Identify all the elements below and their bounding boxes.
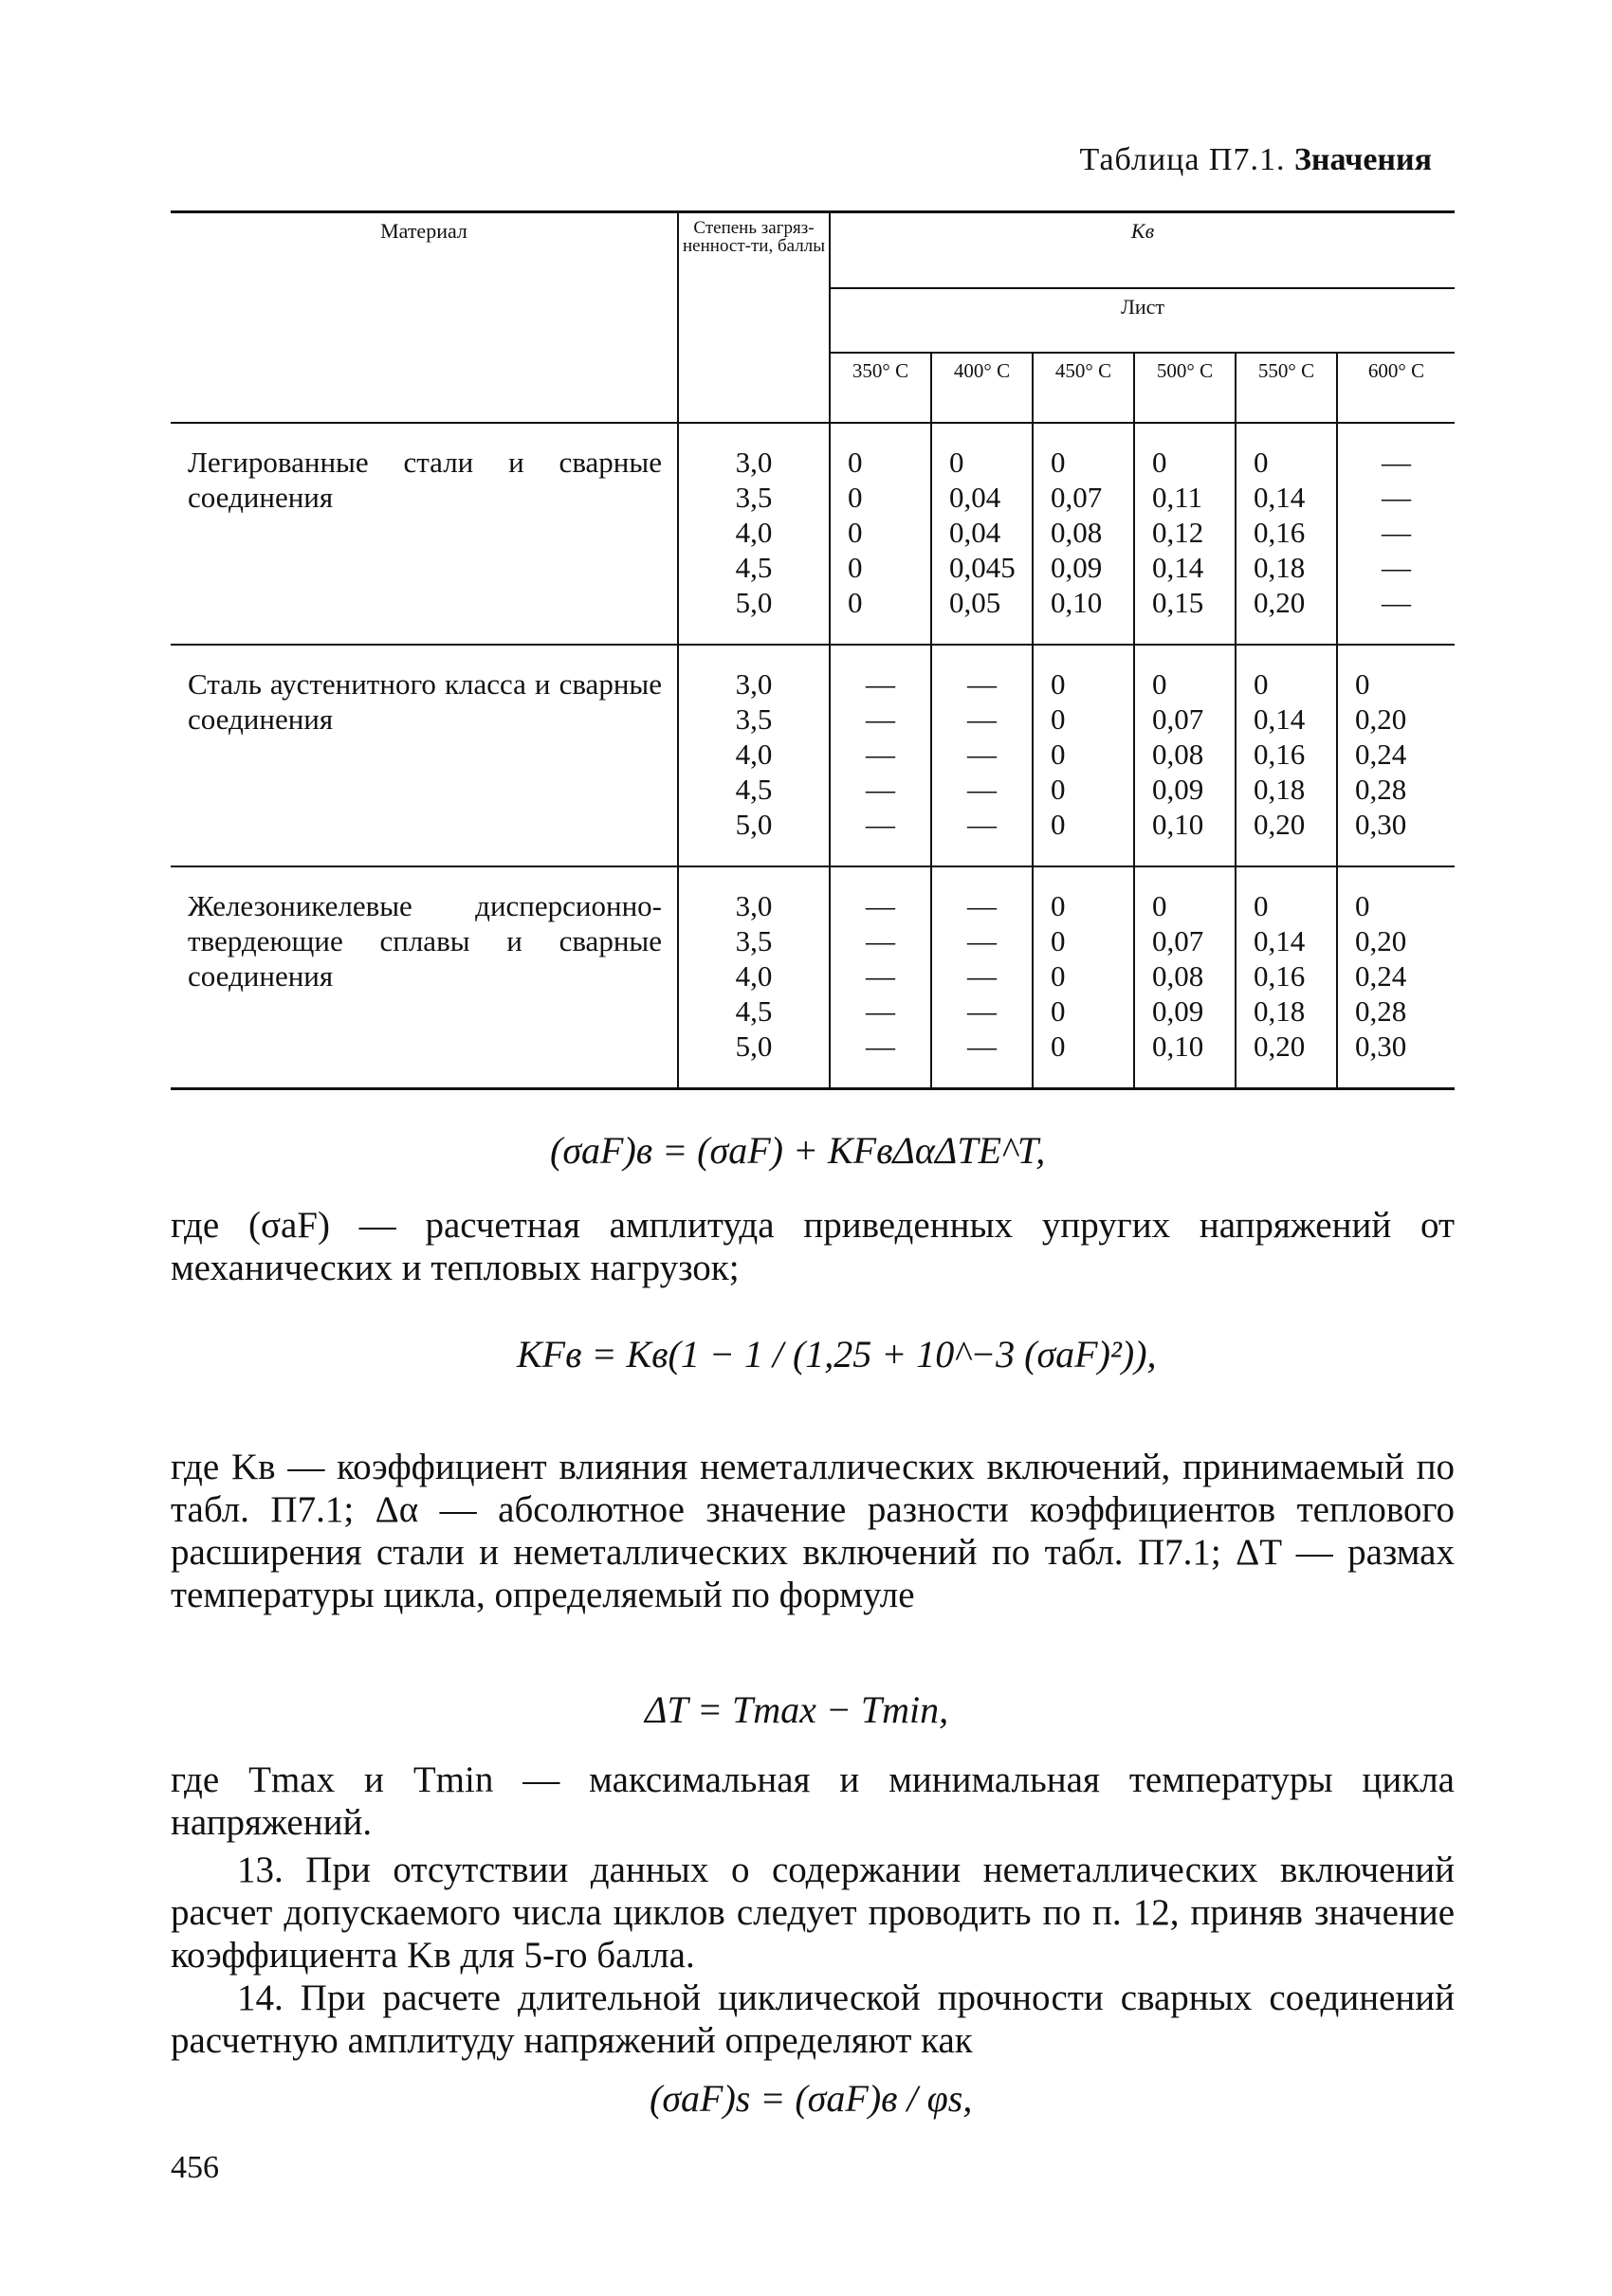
kv-value: 0,09 [1051,551,1103,584]
degree-value: 4,0 [735,738,773,771]
kv-value: 0,14 [1152,551,1204,584]
formula-kfv: KFв = Kв(1 − 1 / (1,25 + 10^−3 (σaF)²)), [517,1333,1157,1376]
table-caption [977,142,1432,178]
kv-value: 0,18 [1254,773,1306,806]
degree-cell [678,645,830,866]
kv-cell-500 [1134,423,1236,645]
kv-value: 0,18 [1254,551,1306,584]
kv-cell-350 [830,423,931,645]
kv-cell-500 [1134,866,1236,1089]
kv-value: 0 [1051,446,1066,479]
kv-value: 0,08 [1051,516,1103,549]
kv-value: 0 [1051,808,1066,841]
degree-value: 4,5 [735,551,773,584]
kv-value: 0 [1051,889,1066,922]
kv-value: 0 [1355,889,1370,922]
kv-value: 0 [1152,667,1167,701]
kv-value: — [967,959,997,993]
kv-cell-550 [1236,423,1337,645]
kv-value: — [866,959,895,993]
kv-value: — [866,667,895,701]
kv-value: 0,18 [1254,994,1306,1028]
degree-value: 5,0 [735,586,773,619]
kv-value: — [967,1030,997,1063]
kv-value: 0 [1051,959,1066,993]
kv-value: 0,16 [1254,959,1306,993]
kv-value: — [1382,446,1411,479]
degree-value: 3,5 [735,481,773,514]
kv-value: 0,08 [1152,959,1204,993]
kv-value: 0,20 [1254,586,1306,619]
kv-value: 0,30 [1355,808,1407,841]
kv-value: 0,14 [1254,702,1306,736]
kv-value: 0 [1152,889,1167,922]
header-temp-600: 600° C [1337,353,1455,423]
kv-value: 0,04 [949,516,1001,549]
kv-cell-350 [830,866,931,1089]
kv-value: — [967,773,997,806]
degree-value: 5,0 [735,1030,773,1063]
kv-cell-450 [1033,423,1134,645]
kv-value: 0 [1051,994,1066,1028]
kv-value: 0 [1051,667,1066,701]
kv-cell-400 [931,866,1033,1089]
kv-value: 0 [949,446,964,479]
kv-value: 0,10 [1152,1030,1204,1063]
kv-value: 0,20 [1254,808,1306,841]
kv-cell-550 [1236,645,1337,866]
degree-value: 4,5 [735,773,773,806]
degree-value: 3,0 [735,889,773,922]
kv-value: — [866,1030,895,1063]
header-temp-400: 400° C [931,353,1033,423]
table-row [171,423,1455,645]
degree-value: 4,0 [735,516,773,549]
kv-value: — [866,808,895,841]
kv-value: — [967,889,997,922]
formula-amplitude: (σaF)в = (σaF) + KFвΔαΔTE^T, [550,1129,1046,1172]
header-list: Лист [830,288,1455,353]
kv-value: 0,09 [1152,773,1204,806]
material-cell: Сталь аустенитного класса и сварные соединения [171,645,678,866]
kv-value: — [967,994,997,1028]
degree-value: 4,5 [735,994,773,1028]
kv-cell-400 [931,423,1033,645]
table-row [171,645,1455,866]
kv-cell-600 [1337,423,1455,645]
kv-value: 0,07 [1051,481,1103,514]
degree-value: 5,0 [735,808,773,841]
kv-value: 0,10 [1152,808,1204,841]
kv-value: 0 [848,586,863,619]
kv-value: 0 [1051,1030,1066,1063]
header-temp-550: 550° C [1236,353,1337,423]
degree-value: 3,5 [735,702,773,736]
material-cell: Железоникелевые дисперсионно-твердеющие сплавы и сварные соединения [171,866,678,1089]
kv-value: 0,05 [949,586,1001,619]
kv-value: 0 [1152,446,1167,479]
kv-value: 0,16 [1254,516,1306,549]
header-material: Материал [171,212,678,424]
kv-value: 0 [1254,446,1269,479]
kv-value: 0,04 [949,481,1001,514]
kv-value: 0 [848,446,863,479]
paragraph-amplitude-def: где (σaF) — расчетная амплитуда приведенных упругих напряжений от механических и тепловых нагрузок; [171,1205,1455,1288]
kv-value: 0,28 [1355,994,1407,1028]
kv-cell-350 [830,645,931,866]
kv-value: 0,24 [1355,959,1407,993]
kv-value: 0,11 [1152,481,1203,514]
header-kv: Kв [830,212,1455,289]
kv-value: — [967,808,997,841]
kv-value: 0,045 [949,551,1016,584]
kv-value: 0,20 [1254,1030,1306,1063]
kv-value: — [866,994,895,1028]
kv-value: — [866,889,895,922]
kv-value: 0 [1051,924,1066,957]
kv-value: 0 [1355,667,1370,701]
kv-value: 0 [848,551,863,584]
formula-delta-t: ΔT = Tmax − Tmin, [645,1688,949,1731]
kv-cell-600 [1337,866,1455,1089]
kv-cell-600 [1337,645,1455,866]
degree-value: 3,5 [735,924,773,957]
kv-cell-500 [1134,645,1236,866]
header-temp-350: 350° C [830,353,931,423]
kv-value: 0 [1254,889,1269,922]
kv-cell-550 [1236,866,1337,1089]
table-caption-prefix: Таблица П7.1. [1079,142,1286,177]
header-temp-500: 500° C [1134,353,1236,423]
degree-value: 3,0 [735,667,773,701]
paragraph-item-14: 14. При расчете длительной циклической прочности сварных соединений расчетную амплитуду напряжений определяют как [171,1977,1455,2061]
degree-cell [678,423,830,645]
kv-value: — [866,773,895,806]
kv-value: 0,20 [1355,924,1407,957]
kv-value: — [866,738,895,771]
kv-cell-450 [1033,645,1134,866]
kv-value: — [1382,481,1411,514]
header-degree: Степень загряз-ненност-ти, баллы [678,212,830,424]
kv-value: — [967,738,997,771]
kv-value: 0,30 [1355,1030,1407,1063]
kv-value: 0,15 [1152,586,1204,619]
paragraph-kv-def: где Kв — коэффициент влияния неметаллических включений, принимаемый по табл. П7.1; Δα — абсолютное значение разности коэффициентов теплового расширения стали и неметаллических включений по табл. П7.1; ΔT — размах температуры цикла, определяемый по формуле [171,1447,1455,1615]
kv-value: 0,07 [1152,924,1204,957]
kv-value: 0 [1051,773,1066,806]
material-cell: Легированные стали и сварные соединения [171,423,678,645]
kv-value: — [866,924,895,957]
kv-value: — [967,667,997,701]
kv-value: 0,14 [1254,924,1306,957]
degree-cell [678,866,830,1089]
kv-value: — [1382,516,1411,549]
kv-value: 0,24 [1355,738,1407,771]
kv-value: — [866,702,895,736]
kv-value: — [967,702,997,736]
kv-value: 0,07 [1152,702,1204,736]
kv-value: 0 [1254,667,1269,701]
header-temp-450: 450° C [1033,353,1134,423]
kv-cell-400 [931,645,1033,866]
table-caption-title: Значения [1293,142,1432,177]
kv-value: 0 [1051,702,1066,736]
kv-value: — [1382,586,1411,619]
kv-value: — [967,924,997,957]
degree-value: 4,0 [735,959,773,993]
kv-value: 0,16 [1254,738,1306,771]
page-number: 456 [171,2150,219,2185]
kv-value: 0,14 [1254,481,1306,514]
kv-value: 0,09 [1152,994,1204,1028]
paragraph-tmax-tmin: где Tmax и Tmin — максимальная и минимальная температуры цикла напряжений. [171,1759,1455,1843]
kv-value: 0,10 [1051,586,1103,619]
kv-value: 0,12 [1152,516,1204,549]
degree-value: 3,0 [735,446,773,479]
paragraph-item-13: 13. При отсутствии данных о содержании неметаллических включений расчет допускаемого числа циклов следует проводить по п. 12, приняв значение коэффициента Kв для 5-го балла. [171,1850,1455,1976]
kv-value: 0 [848,516,863,549]
kv-value: 0,08 [1152,738,1204,771]
kv-value: 0,20 [1355,702,1407,736]
values-table [171,210,1455,1090]
table-row [171,866,1455,1089]
kv-value: 0 [1051,738,1066,771]
kv-value: — [1382,551,1411,584]
kv-value: 0,28 [1355,773,1407,806]
kv-cell-450 [1033,866,1134,1089]
formula-welded: (σaF)s = (σaF)в / φs, [650,2077,973,2120]
kv-value: 0 [848,481,863,514]
